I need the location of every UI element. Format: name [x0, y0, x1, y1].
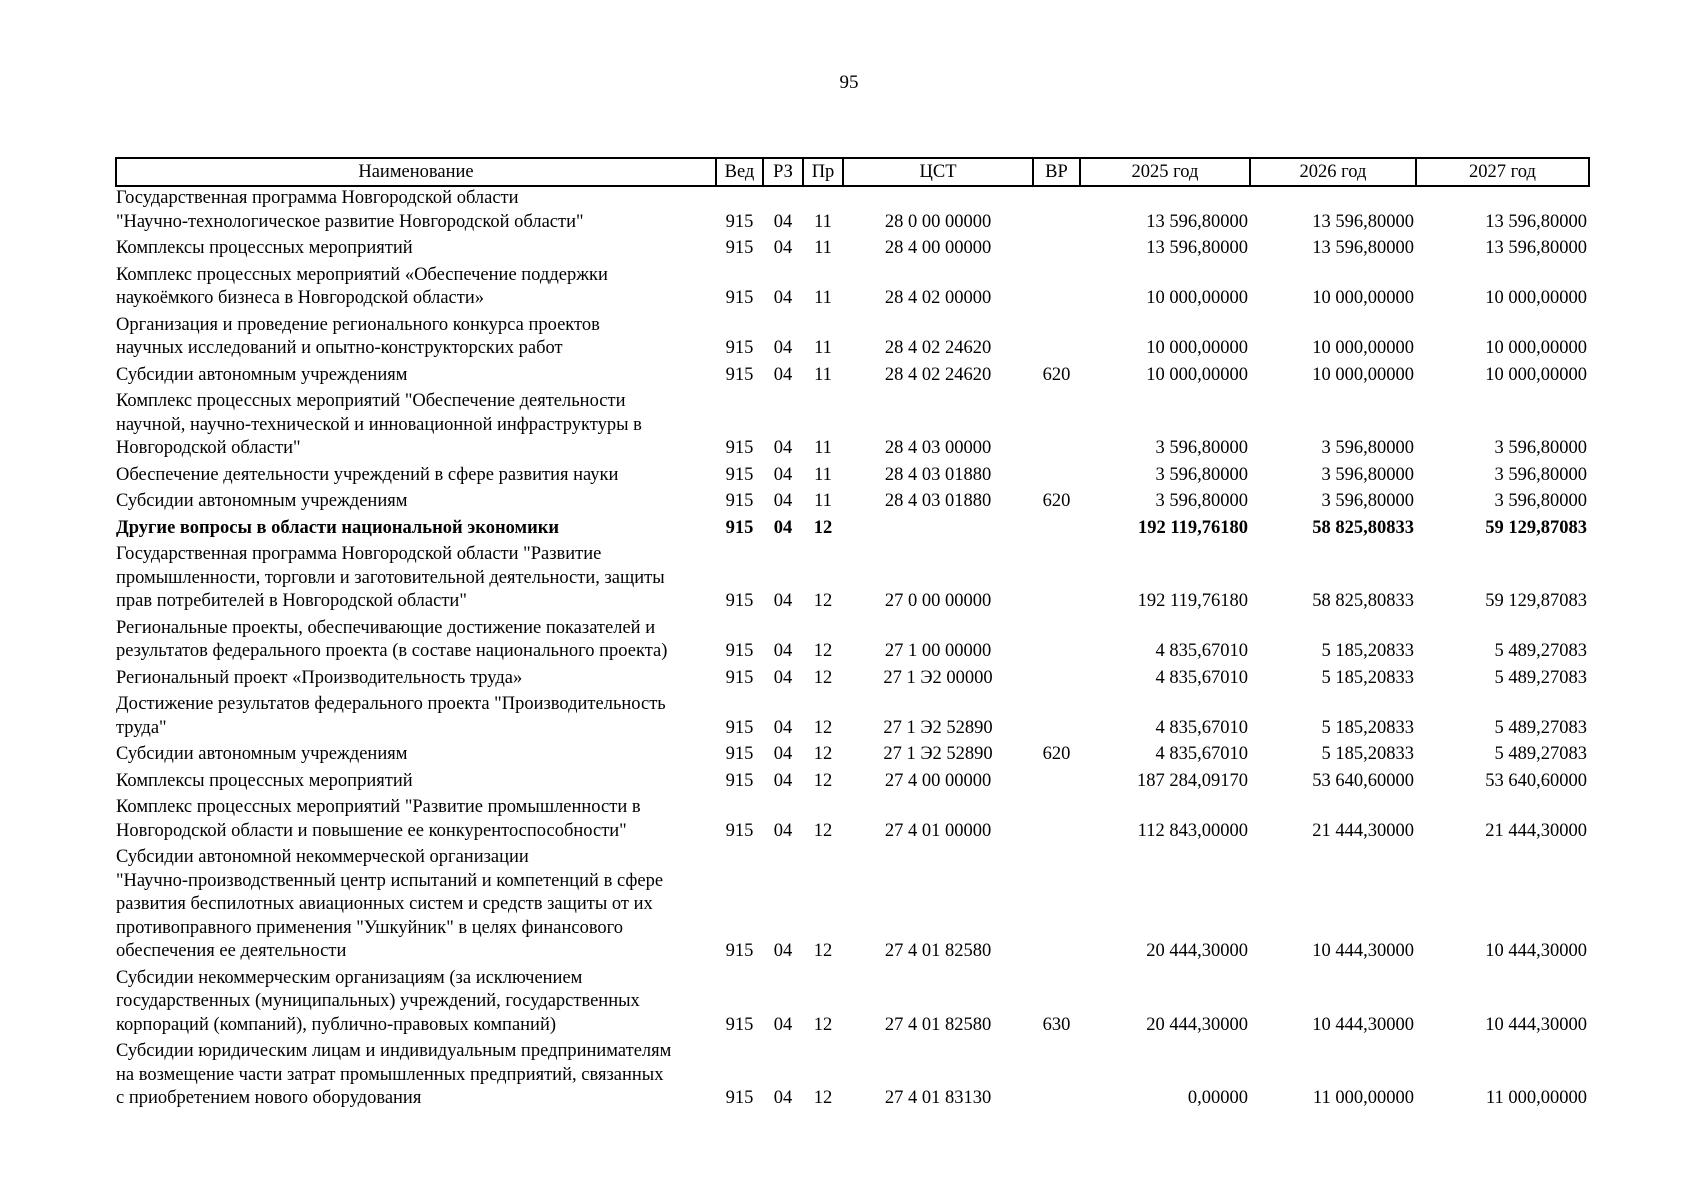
- row-vr: [1033, 464, 1080, 491]
- row-pr: 12: [813, 1014, 833, 1035]
- row-pr: 12: [813, 517, 833, 538]
- row-cst: 28 4 00 00000: [884, 238, 992, 258]
- row-ved: 915: [725, 238, 754, 258]
- row-cst: 27 4 01 82580: [884, 1014, 992, 1035]
- row-vr: 620: [1042, 744, 1071, 764]
- row-2027: 21 444,30000: [1485, 820, 1587, 841]
- row-rz: 04: [773, 211, 793, 232]
- row-ved: 915: [725, 364, 754, 385]
- table-row: [116, 264, 1589, 314]
- row-vr: [1033, 237, 1080, 264]
- row-vr: [1033, 693, 1080, 743]
- row-2026: 5 185,20833: [1321, 744, 1414, 764]
- row-rz: 04: [773, 744, 793, 764]
- row-ved: 915: [725, 288, 754, 308]
- row-rz: 04: [773, 591, 793, 611]
- row-rz: 04: [773, 464, 793, 485]
- row-name: Субсидии автономной некоммерческой организации "Научно-производственный центр испытаний и компетенций в сфере развития беспилотных авиационных систем и средств защиты от их противоправного применения "Ушкуйник" в целях финансового обеспечения ее деятельности: [116, 847, 664, 961]
- row-ved: 915: [725, 591, 754, 611]
- row-2027: 10 444,30000: [1485, 1014, 1587, 1035]
- table-row: [116, 693, 1589, 743]
- budget-table: [115, 157, 1590, 1114]
- row-2025: 3 596,80000: [1155, 438, 1248, 458]
- page-number: 95: [839, 72, 859, 93]
- row-cst: 27 4 00 00000: [884, 770, 992, 791]
- row-2027: 5 489,27083: [1494, 667, 1587, 688]
- row-vr: [1033, 543, 1080, 617]
- row-vr: [1033, 770, 1080, 797]
- table-row: [116, 543, 1589, 617]
- header-ved: Вед: [716, 158, 763, 186]
- row-vr: [1033, 846, 1080, 967]
- row-rz: 04: [773, 1014, 793, 1035]
- row-cst: 28 4 03 01880: [884, 491, 992, 511]
- header-cst: ЦСТ: [843, 158, 1033, 186]
- row-2027: 5 489,27083: [1494, 641, 1587, 661]
- row-2027: 10 000,00000: [1485, 338, 1587, 358]
- row-2027: 3 596,80000: [1494, 438, 1587, 458]
- row-ved: 915: [725, 338, 754, 358]
- row-2026: 5 185,20833: [1321, 717, 1414, 738]
- row-rz: 04: [773, 941, 793, 961]
- row-2027: 3 596,80000: [1494, 464, 1587, 485]
- row-name: Субсидии юридическим лицам и индивидуальным предпринимателям на возмещение части затрат промышленных предприятий, связанных с приобретением нового оборудования: [116, 1041, 672, 1108]
- row-2025: 192 119,76180: [1138, 517, 1248, 538]
- row-name: Комплекс процессных мероприятий "Обеспечение деятельности научной, научно-технической и инновационной инфраструктуры в Новгородской области": [116, 391, 642, 458]
- row-vr: [1033, 796, 1080, 846]
- row-2025: 4 835,67010: [1155, 744, 1248, 764]
- row-2025: 13 596,80000: [1146, 211, 1248, 232]
- row-ved: 915: [725, 641, 754, 661]
- row-ved: 915: [725, 464, 754, 485]
- row-ved: 915: [725, 941, 754, 961]
- row-pr: 12: [813, 667, 833, 688]
- table-row: [116, 186, 1589, 237]
- row-ved: 915: [725, 744, 754, 764]
- row-2027: 13 596,80000: [1485, 238, 1587, 258]
- header-rz: РЗ: [763, 158, 803, 186]
- row-vr: [1033, 186, 1080, 237]
- row-rz: 04: [773, 1088, 793, 1108]
- table-row: [116, 364, 1589, 391]
- row-2027: 10 444,30000: [1485, 941, 1587, 961]
- row-pr: 11: [814, 464, 832, 485]
- row-cst: 28 4 03 01880: [884, 464, 992, 485]
- row-rz: 04: [773, 288, 793, 308]
- row-name: Комплексы процессных мероприятий: [116, 770, 413, 791]
- row-rz: 04: [773, 717, 793, 738]
- table-row: [116, 617, 1589, 667]
- row-vr: 620: [1042, 491, 1071, 511]
- row-cst: [843, 517, 1033, 544]
- row-name: Достижение результатов федерального проекта "Производительность труда": [116, 694, 666, 738]
- row-pr: 11: [814, 364, 832, 385]
- row-2026: 3 596,80000: [1321, 464, 1414, 485]
- header-2027: 2027 год: [1416, 158, 1589, 186]
- row-name: Региональные проекты, обеспечивающие достижение показателей и результатов федерального проекта (в составе национального проекта): [116, 617, 668, 661]
- row-2026: 3 596,80000: [1321, 438, 1414, 458]
- row-name: Государственная программа Новгородской области "Научно-технологическое развитие Новгородской области": [116, 188, 584, 232]
- header-vr: ВР: [1033, 158, 1080, 186]
- table-row: [116, 237, 1589, 264]
- table-row: [116, 464, 1589, 491]
- row-2027: 59 129,87083: [1485, 591, 1587, 611]
- table-row: [116, 490, 1589, 517]
- row-2027: 5 489,27083: [1494, 717, 1587, 738]
- row-2026: 10 444,30000: [1312, 941, 1414, 961]
- row-2027: 11 000,00000: [1485, 1088, 1587, 1108]
- row-cst: 27 0 00 00000: [884, 591, 992, 611]
- row-ved: 915: [725, 717, 754, 738]
- row-2027: 13 596,80000: [1485, 211, 1587, 232]
- row-name: Субсидии некоммерческим организациям (за исключением государственных (муниципальных) учреждений, государственных корпораций (компаний), публично-правовых компаний): [116, 967, 640, 1035]
- row-rz: 04: [773, 667, 793, 688]
- row-ved: 915: [725, 438, 754, 458]
- row-2026: 3 596,80000: [1321, 491, 1414, 511]
- row-cst: 27 1 Э2 00000: [883, 667, 993, 688]
- row-rz: 04: [773, 517, 793, 538]
- row-vr: [1033, 314, 1080, 364]
- table-row: [116, 796, 1589, 846]
- row-cst: 27 1 00 00000: [884, 641, 992, 661]
- table-body: [116, 186, 1589, 1114]
- row-2027: 10 000,00000: [1485, 364, 1587, 385]
- row-name: Субсидии автономным учреждениям: [116, 744, 408, 764]
- row-2027: 59 129,87083: [1485, 517, 1587, 538]
- row-pr: 11: [814, 338, 832, 358]
- row-2025: 112 843,00000: [1137, 820, 1248, 841]
- row-pr: 11: [814, 238, 832, 258]
- row-cst: 27 4 01 00000: [884, 820, 992, 841]
- row-2026: 10 000,00000: [1312, 338, 1414, 358]
- row-2025: 192 119,76180: [1137, 591, 1248, 611]
- row-ved: 915: [725, 1088, 754, 1108]
- row-cst: 28 4 02 24620: [884, 364, 992, 385]
- row-pr: 12: [813, 641, 833, 661]
- row-2026: 13 596,80000: [1312, 238, 1414, 258]
- row-name: Государственная программа Новгородской области "Развитие промышленности, торговли и заготовительной деятельности, защиты прав потребителей в Новгородской области": [116, 544, 665, 611]
- row-name: Региональный проект «Производительность труда»: [116, 667, 523, 688]
- row-2025: 20 444,30000: [1146, 941, 1248, 961]
- row-vr: [1033, 1040, 1080, 1114]
- row-vr: [1033, 617, 1080, 667]
- table-header: [116, 158, 1589, 186]
- row-pr: 12: [813, 717, 833, 738]
- row-2025: 4 835,67010: [1155, 641, 1248, 661]
- row-2025: 187 284,09170: [1137, 770, 1248, 791]
- row-ved: 915: [725, 517, 754, 538]
- table-row: [116, 743, 1589, 770]
- row-2026: 11 000,00000: [1312, 1088, 1414, 1108]
- row-2026: 5 185,20833: [1321, 667, 1414, 688]
- table-row: [116, 1040, 1589, 1114]
- table-row: [116, 517, 1589, 544]
- row-ved: 915: [725, 667, 754, 688]
- row-rz: 04: [773, 770, 793, 791]
- row-2025: 4 835,67010: [1155, 717, 1248, 738]
- row-name: Комплексы процессных мероприятий: [116, 238, 413, 258]
- row-cst: 27 4 01 82580: [884, 941, 992, 961]
- row-2026: 5 185,20833: [1321, 641, 1414, 661]
- row-vr: 630: [1042, 1014, 1071, 1035]
- table-row: [116, 390, 1589, 464]
- row-name: Субсидии автономным учреждениям: [116, 491, 408, 511]
- row-pr: 12: [813, 744, 833, 764]
- table-row: [116, 846, 1589, 967]
- row-2025: 3 596,80000: [1155, 491, 1248, 511]
- row-2026: 10 444,30000: [1312, 1014, 1414, 1035]
- row-2025: 3 596,80000: [1155, 464, 1248, 485]
- row-ved: 915: [725, 770, 754, 791]
- table-row: [116, 967, 1589, 1041]
- row-ved: 915: [725, 820, 754, 841]
- row-ved: 915: [725, 211, 754, 232]
- row-2025: 13 596,80000: [1146, 238, 1248, 258]
- row-pr: 12: [813, 591, 833, 611]
- row-ved: 915: [725, 1014, 754, 1035]
- row-cst: 28 4 02 00000: [884, 288, 992, 308]
- row-pr: 12: [813, 820, 833, 841]
- row-2026: 58 825,80833: [1312, 591, 1414, 611]
- row-name: Комплекс процессных мероприятий "Развитие промышленности в Новгородской области и повышение ее конкурентоспособности": [116, 797, 641, 841]
- row-pr: 11: [814, 288, 832, 308]
- row-vr: [1033, 517, 1080, 544]
- row-cst: 27 1 Э2 52890: [883, 717, 993, 738]
- row-2027: 10 000,00000: [1485, 288, 1587, 308]
- row-cst: 28 4 03 00000: [884, 438, 992, 458]
- row-vr: 620: [1042, 364, 1071, 385]
- row-2025: 0,00000: [1187, 1088, 1248, 1108]
- row-rz: 04: [773, 820, 793, 841]
- row-2025: 10 000,00000: [1146, 338, 1248, 358]
- row-pr: 12: [813, 1088, 833, 1108]
- header-name: Наименование: [116, 158, 716, 186]
- row-name: Другие вопросы в области национальной экономики: [116, 517, 560, 538]
- row-rz: 04: [773, 641, 793, 661]
- row-2025: 4 835,67010: [1155, 667, 1248, 688]
- row-2026: 13 596,80000: [1312, 211, 1414, 232]
- row-cst: 27 1 Э2 52890: [883, 744, 993, 764]
- table-row: [116, 667, 1589, 694]
- row-vr: [1033, 667, 1080, 694]
- row-2025: 10 000,00000: [1146, 288, 1248, 308]
- row-rz: 04: [773, 438, 793, 458]
- row-rz: 04: [773, 338, 793, 358]
- row-2027: 53 640,60000: [1485, 770, 1587, 791]
- row-2026: 10 000,00000: [1312, 364, 1414, 385]
- row-vr: [1033, 264, 1080, 314]
- row-cst: 28 0 00 00000: [884, 211, 992, 232]
- table-row: [116, 770, 1589, 797]
- header-2025: 2025 год: [1080, 158, 1250, 186]
- row-pr: 12: [813, 770, 833, 791]
- row-2027: 5 489,27083: [1494, 744, 1587, 764]
- row-name: Комплекс процессных мероприятий «Обеспечение поддержки наукоёмкого бизнеса в Новгородской области»: [116, 264, 608, 308]
- header-pr: Пр: [803, 158, 843, 186]
- row-pr: 11: [814, 211, 832, 232]
- row-rz: 04: [773, 491, 793, 511]
- row-pr: 11: [814, 491, 832, 511]
- row-ved: 915: [725, 491, 754, 511]
- row-name: Организация и проведение регионального конкурса проектов научных исследований и опытно-конструкторских работ: [116, 314, 600, 358]
- row-2025: 20 444,30000: [1146, 1014, 1248, 1035]
- header-2026: 2026 год: [1250, 158, 1416, 186]
- row-2026: 21 444,30000: [1312, 820, 1414, 841]
- row-rz: 04: [773, 364, 793, 385]
- row-2026: 10 000,00000: [1312, 288, 1414, 308]
- row-2026: 53 640,60000: [1312, 770, 1414, 791]
- row-2026: 58 825,80833: [1312, 517, 1414, 538]
- row-cst: 27 4 01 83130: [884, 1088, 992, 1108]
- row-vr: [1033, 390, 1080, 464]
- row-cst: 28 4 02 24620: [884, 338, 992, 358]
- table-row: [116, 314, 1589, 364]
- row-2027: 3 596,80000: [1494, 491, 1587, 511]
- row-rz: 04: [773, 238, 793, 258]
- row-name: Обеспечение деятельности учреждений в сфере развития науки: [116, 464, 619, 485]
- row-pr: 12: [813, 941, 833, 961]
- row-pr: 11: [814, 438, 832, 458]
- row-2025: 10 000,00000: [1146, 364, 1248, 385]
- row-name: Субсидии автономным учреждениям: [116, 364, 408, 385]
